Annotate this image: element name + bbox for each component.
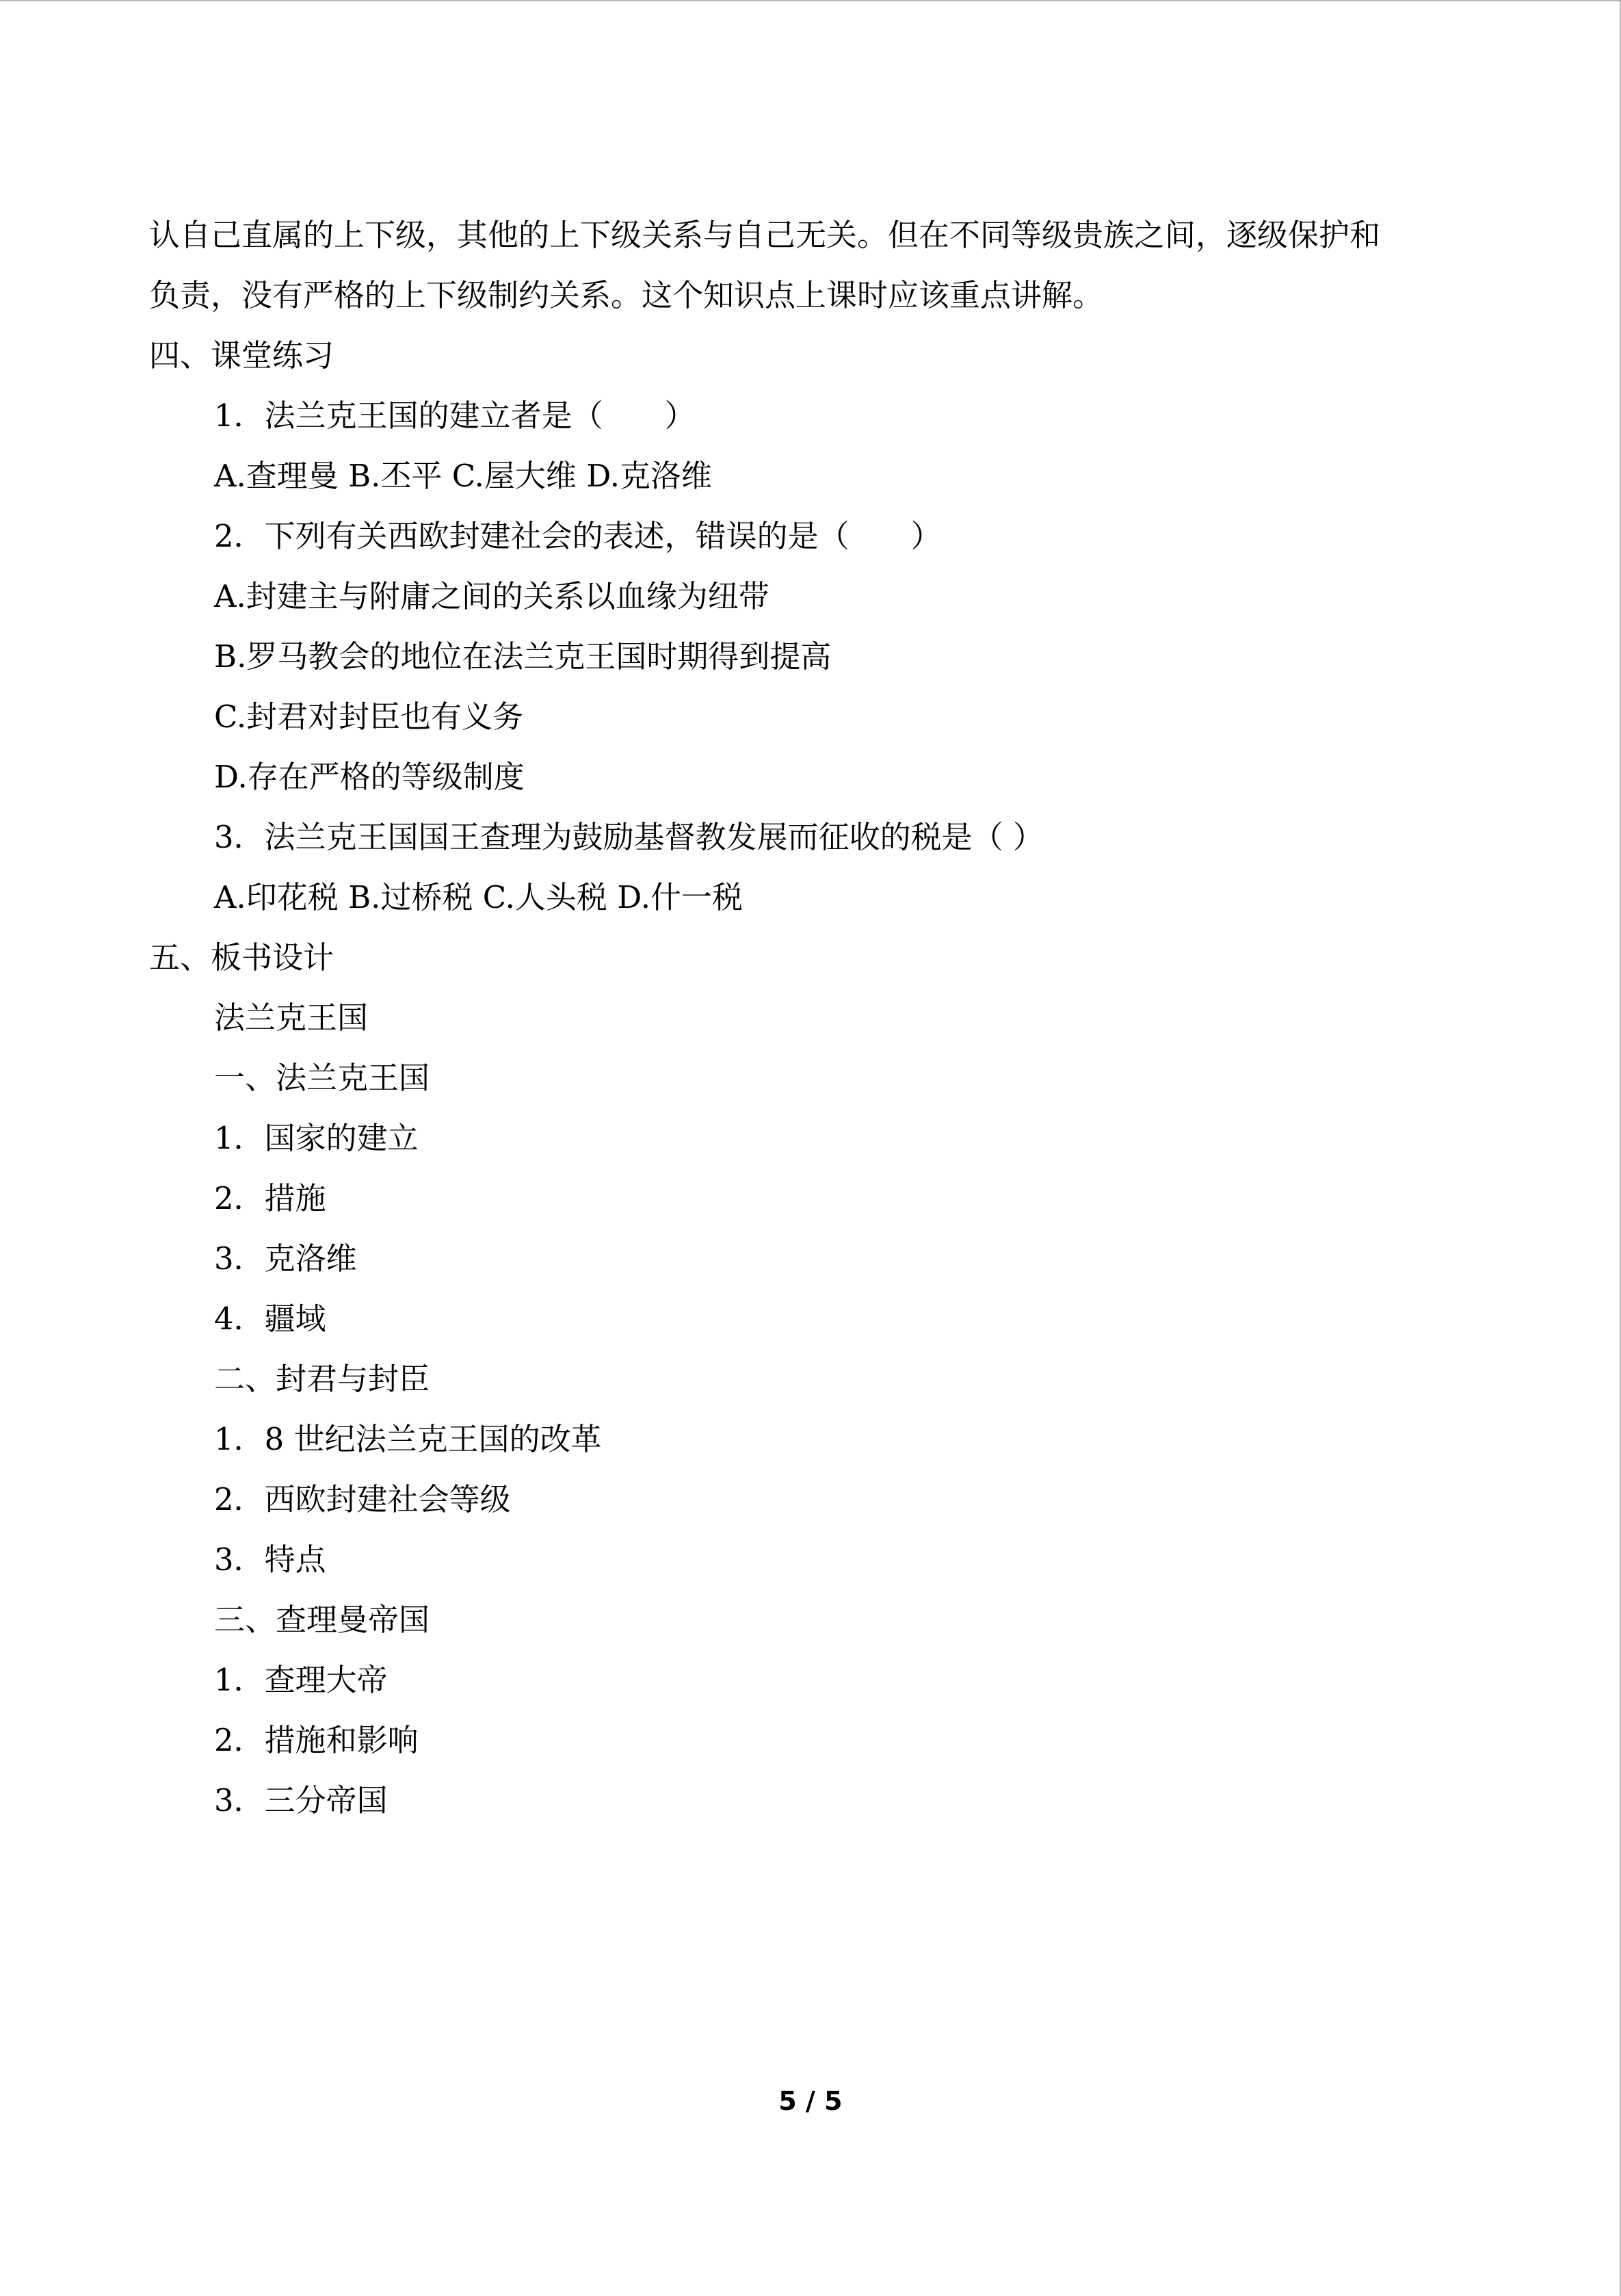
question-2-option-b: B.罗马教会的地位在法兰克王国时期得到提高 <box>214 638 832 675</box>
question-1: 1．法兰克王国的建立者是（ ） <box>214 397 696 434</box>
paragraph-continuation-line-1: 认自己直属的上下级，其他的上下级关系与自己无关。但在不同等级贵族之间，逐级保护和 <box>149 217 1381 253</box>
board-item-3-2: 2．措施和影响 <box>214 1722 419 1758</box>
board-item-1-2: 2．措施 <box>214 1180 326 1216</box>
question-3-options: A.印花税 B.过桥税 C.人头税 D.什一税 <box>214 879 743 915</box>
section-heading-board-design: 五、板书设计 <box>149 939 334 976</box>
page-top-border <box>0 0 1621 1</box>
board-item-1-1: 1．国家的建立 <box>214 1120 419 1156</box>
question-2-option-d: D.存在严格的等级制度 <box>214 759 525 795</box>
board-item-2-2: 2．西欧封建社会等级 <box>214 1481 511 1517</box>
section-heading-practice: 四、课堂练习 <box>149 337 334 374</box>
board-item-1-3: 3．克洛维 <box>214 1240 357 1277</box>
board-title: 法兰克王国 <box>214 1000 369 1036</box>
board-item-2-3: 3．特点 <box>214 1541 326 1578</box>
board-heading-1: 一、法兰克王国 <box>214 1060 430 1096</box>
question-3: 3．法兰克王国国王查理为鼓励基督教发展而征收的税是（ ） <box>214 819 1044 855</box>
board-item-3-1: 1．查理大帝 <box>214 1662 388 1698</box>
question-2: 2．下列有关西欧封建社会的表述，错误的是（ ） <box>214 518 942 554</box>
board-item-3-3: 3．三分帝国 <box>214 1782 388 1818</box>
question-1-options: A.查理曼 B.丕平 C.屋大维 D.克洛维 <box>214 458 712 494</box>
question-2-option-c: C.封君对封臣也有义务 <box>214 699 524 735</box>
page-number: 5 / 5 <box>778 2086 843 2116</box>
question-2-option-a: A.封建主与附庸之间的关系以血缘为纽带 <box>214 578 769 614</box>
board-item-2-1: 1．8 世纪法兰克王国的改革 <box>214 1421 602 1457</box>
board-item-1-4: 4．疆域 <box>214 1301 326 1337</box>
paragraph-continuation-line-2: 负责，没有严格的上下级制约关系。这个知识点上课时应该重点讲解。 <box>149 277 1104 313</box>
board-heading-2: 二、封君与封臣 <box>214 1361 430 1397</box>
board-heading-3: 三、查理曼帝国 <box>214 1602 430 1638</box>
